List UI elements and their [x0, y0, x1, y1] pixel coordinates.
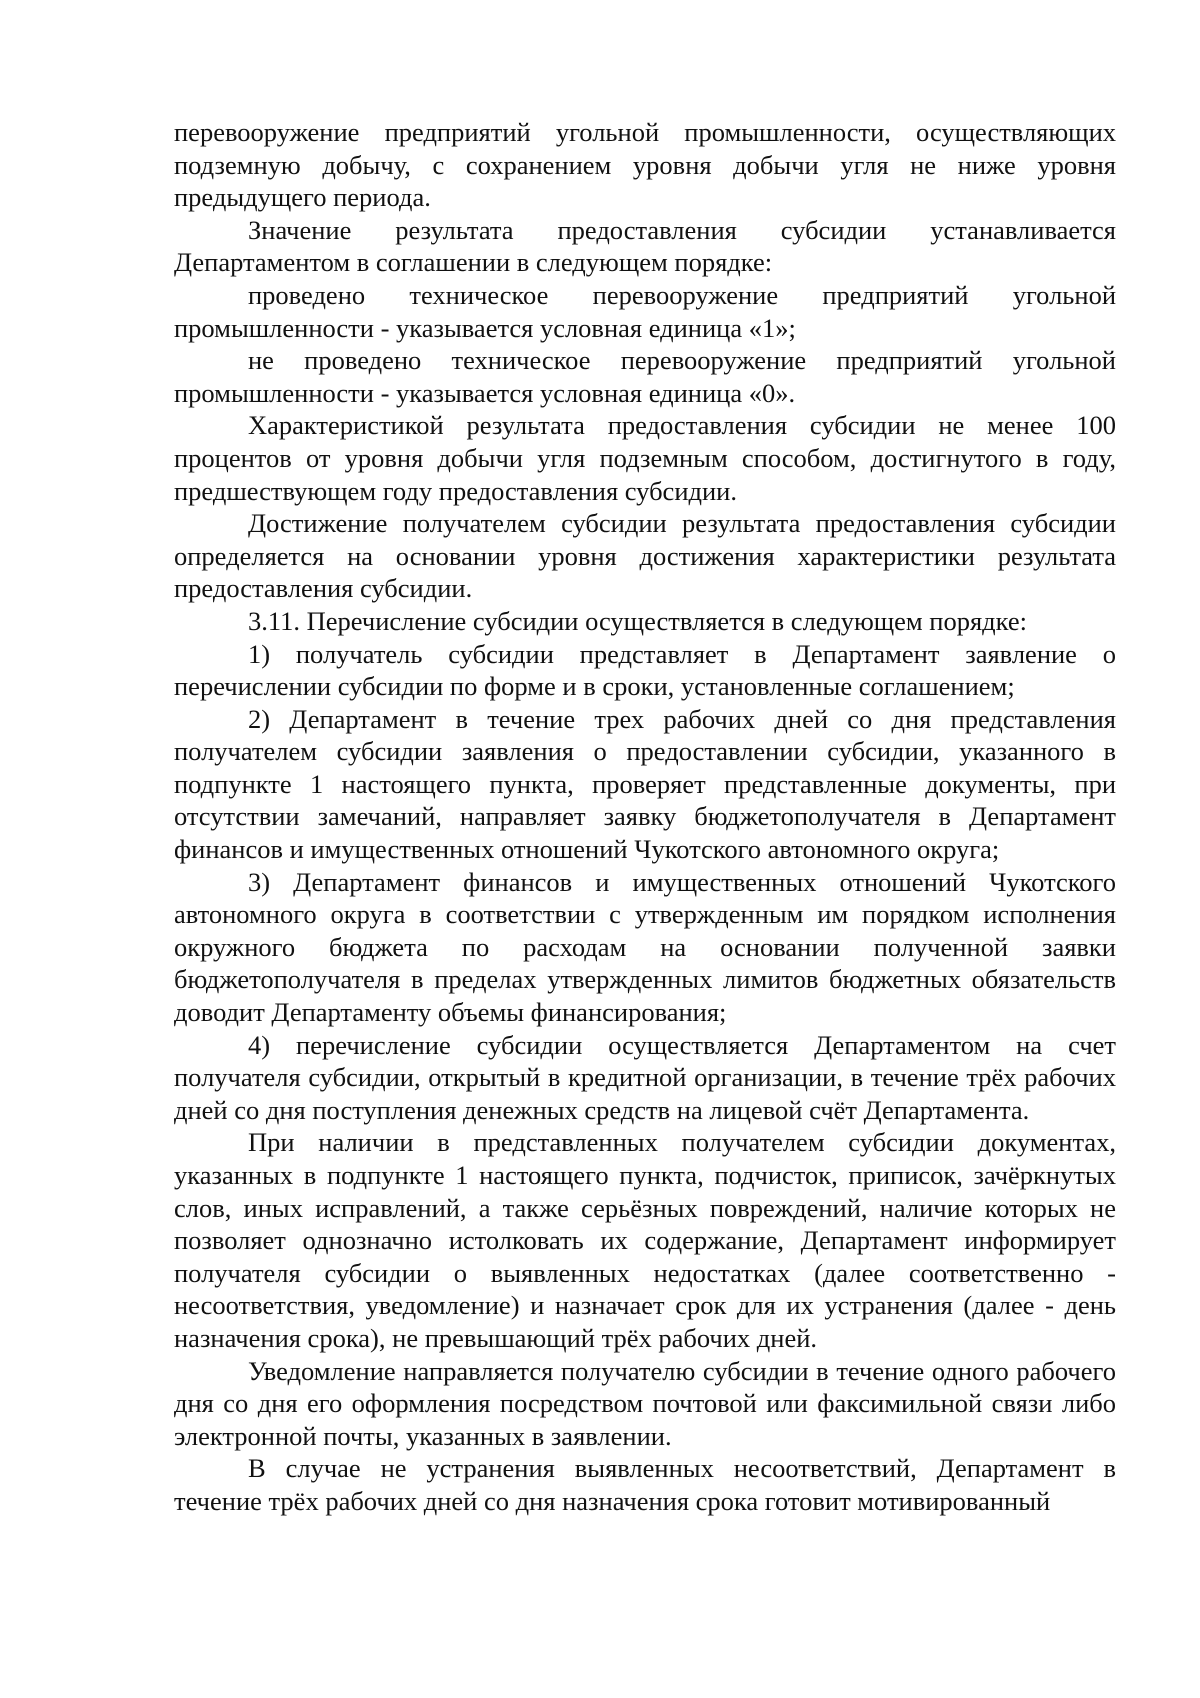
paragraph-discrepancies: При наличии в представленных получателем субсидии документах, указанных в подпункте 1 настоящего пункта, подчисток, приписок, зачёркнутых слов, иных исправлений, а также серьёзных повреждений, наличие которых не позволяет однозначно истолковать их содержание, Департамент информирует получателя субсидии о выявленных недостатках (далее соответственно - несоответствия, уведомление) и назначает срок для их устранения (далее - день назначения срока), не превышающий трёх рабочих дней.: [174, 1127, 1116, 1353]
paragraph-non-elimination: В случае не устранения выявленных несоответствий, Департамент в течение трёх рабочих дней со дня назначения срока готовит мотивированный: [174, 1453, 1116, 1516]
paragraph-item-3: 3) Департамент финансов и имущественных отношений Чукотского автономного округа в соответствии с утвержденным им порядком исполнения окружного бюджета по расходам на основании полученной заявки бюджетополучателя в пределах утвержденных лимитов бюджетных обязательств доводит Департаменту объемы финансирования;: [174, 866, 1116, 1028]
paragraph-achievement: Достижение получателем субсидии результата предоставления субсидии определяется на основании уровня достижения характеристики результата предоставления субсидии.: [174, 508, 1116, 604]
paragraph-result-done: проведено техническое перевооружение предприятий угольной промышленности - указывается условная единица «1»;: [174, 279, 1116, 343]
paragraph-result-not-done: не проведено техническое перевооружение предприятий угольной промышленности - указывается условная единица «0».: [174, 345, 1116, 408]
paragraph-section-3-11: 3.11. Перечисление субсидии осуществляется в следующем порядке:: [248, 605, 1027, 636]
paragraph-item-2: 2) Департамент в течение трех рабочих дней со дня представления получателем субсидии заявления о предоставлении субсидии, указанного в подпункте 1 настоящего пункта, проверяет представленные документы, при отсутствии замечаний, направляет заявку бюджетополучателя в Департамент финансов и имущественных отношений Чукотского автономного округа;: [174, 703, 1116, 865]
paragraph-result-value: Значение результата предоставления субсидии устанавливается Департаментом в соглашении в следующем порядке:: [174, 214, 1116, 278]
document-body: [174, 116, 1116, 1518]
paragraph-item-4: 4) перечисление субсидии осуществляется Департаментом на счет получателя субсидии, открытый в кредитной организации, в течение трёх рабочих дней со дня поступления денежных средств на лицевой счёт Департамента.: [174, 1029, 1116, 1125]
paragraph-continuation: перевооружение предприятий угольной промышленности, осуществляющих подземную добычу, с сохранением уровня добычи угля не ниже уровня предыдущего периода.: [174, 117, 1116, 213]
paragraph-item-1: 1) получатель субсидии представляет в Департамент заявление о перечислении субсидии по форме и в сроки, установленные соглашением;: [174, 638, 1116, 702]
paragraph-notification: Уведомление направляется получателю субсидии в течение одного рабочего дня со дня его оформления посредством почтовой или факсимильной связи либо электронной почты, указанных в заявлении.: [174, 1355, 1116, 1451]
paragraph-characteristic: Характеристикой результата предоставления субсидии не менее 100 процентов от уровня добычи угля подземным способом, достигнутого в году, предшествующем году предоставления субсидии.: [174, 410, 1116, 506]
